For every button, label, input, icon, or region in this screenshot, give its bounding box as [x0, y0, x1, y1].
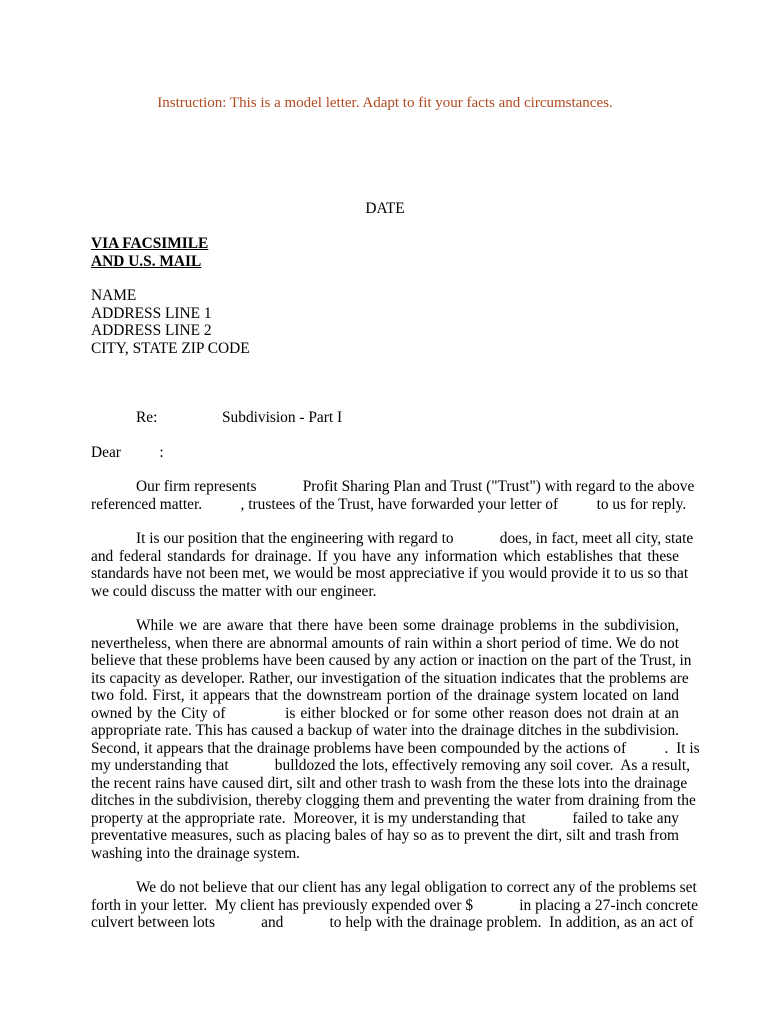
- paragraph-line: standards have not been met, we would be most appreciative if you would provide it to us so that: [91, 565, 689, 582]
- instruction-note: Instruction: This is a model letter. Adapt to fit your facts and circumstances.: [157, 95, 613, 111]
- paragraph-line: Our firm represents Profit Sharing Plan and Trust ("Trust") with regard to the above: [136, 478, 695, 495]
- paragraph: [91, 530, 694, 600]
- paragraph: [91, 478, 695, 513]
- re-label: Re:: [136, 409, 158, 426]
- paragraph: [91, 617, 700, 862]
- paragraph-line: the recent rains have caused dirt, silt and other trash to wash from the these lots into the drainage: [91, 774, 688, 792]
- delivery-method: [91, 235, 208, 270]
- paragraph-line: owned by the City of is either blocked or for some other reason does not drain at an: [91, 704, 679, 722]
- paragraph-line: culvert between lots and to help with the drainage problem. In addition, as an act of: [91, 914, 694, 931]
- delivery-line: AND U.S. MAIL: [91, 252, 202, 270]
- paragraph-line: appropriate rate. This has caused a backup of water into the drainage ditches in the subdivision.: [91, 722, 679, 739]
- paragraph-line: property at the appropriate rate. Moreover, it is my understanding that failed to take any: [91, 809, 679, 827]
- paragraph-line: believe that these problems have been caused by any action or inaction on the part of the Trust, in: [91, 652, 692, 669]
- paragraph-line: It is our position that the engineering with regard to does, in fact, meet all city, state: [136, 530, 694, 547]
- paragraph-line: We do not believe that our client has any legal obligation to correct any of the problems set: [136, 879, 697, 896]
- delivery-line: VIA FACSIMILE: [91, 235, 209, 252]
- paragraph-line: While we are aware that there have been some drainage problems in the subdivision,: [136, 617, 679, 634]
- paragraph: [91, 879, 698, 932]
- paragraph-line: two fold. First, it appears that the downstream portion of the drainage system located on land: [91, 687, 679, 704]
- recipient-address: [91, 287, 250, 357]
- paragraph-line: nevertheless, when there are abnormal amounts of rain within a short period of time. We do not: [91, 634, 679, 652]
- address-line: ADDRESS LINE 1: [91, 304, 212, 322]
- salutation: Dear :: [91, 444, 164, 461]
- address-line: ADDRESS LINE 2: [91, 322, 212, 339]
- paragraph-line: Second, it appears that the drainage problems have been compounded by the actions of . It is: [91, 739, 700, 757]
- paragraph-line: and federal standards for drainage. If you have any information which establishes that these: [91, 547, 679, 565]
- paragraph-line: its capacity as developer. Rather, our investigation of the situation indicates that the problems are: [91, 669, 689, 687]
- address-line: NAME: [91, 287, 137, 304]
- paragraph-line: ditches in the subdivision, thereby clogging them and preventing the water from draining from the: [91, 792, 696, 809]
- address-line: CITY, STATE ZIP CODE: [91, 339, 250, 357]
- paragraph-line: referenced matter. , trustees of the Trust, have forwarded your letter of to us for reply.: [91, 495, 687, 513]
- paragraph-line: forth in your letter. My client has previously expended over $ in placing a 27-inch concrete: [91, 896, 698, 914]
- letter-date: DATE: [365, 200, 405, 217]
- paragraph-line: preventative measures, such as placing bales of hay so as to prevent the dirt, silt and trash from: [91, 827, 679, 844]
- re-subject: Subdivision - Part I: [222, 409, 343, 426]
- paragraph-line: my understanding that bulldozed the lots, effectively removing any soil cover. As a result,: [91, 757, 690, 774]
- paragraph-line: we could discuss the matter with our engineer.: [91, 582, 377, 600]
- paragraph-line: washing into the drainage system.: [91, 844, 301, 862]
